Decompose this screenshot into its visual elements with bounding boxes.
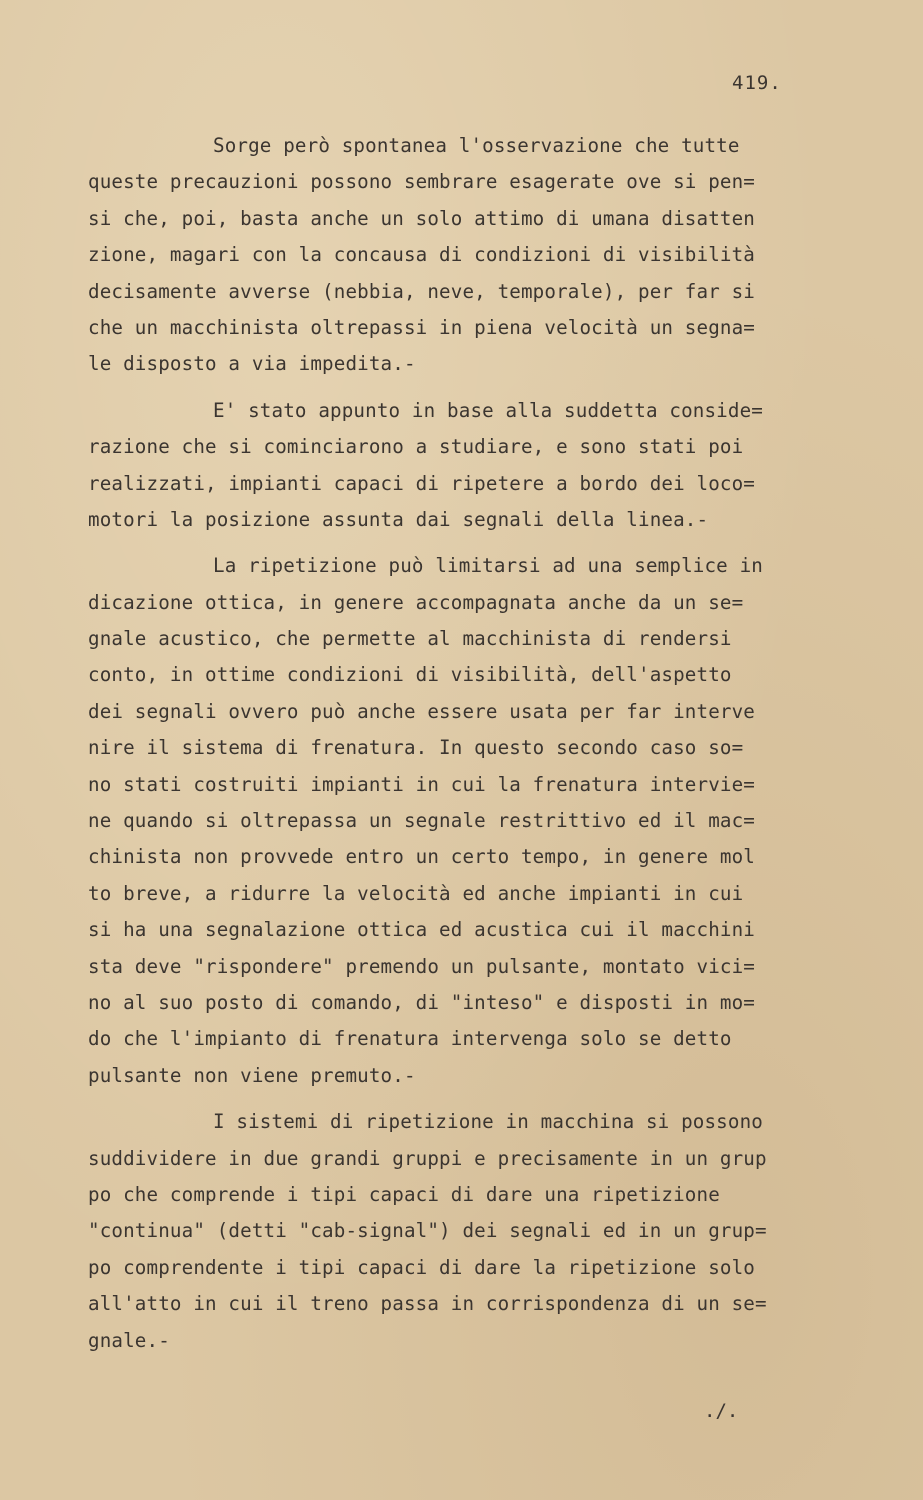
text-line: si ha una segnalazione ottica ed acustica cui il macchini <box>88 918 756 942</box>
text-line: queste precauzioni possono sembrare esagerate ove si pen= <box>88 170 756 194</box>
text-line: no al suo posto di comando, di "inteso" e disposti in mo= <box>88 990 756 1014</box>
text-line: le disposto a via impedita.- <box>88 352 416 376</box>
text-line: si che, poi, basta anche un solo attimo di umana disatten <box>88 206 756 230</box>
text-line: chinista non provvede entro un certo tempo, in genere mol <box>88 845 756 869</box>
text-line: razione che si cominciarono a studiare, e sono stati poi <box>88 435 744 459</box>
text-line: pulsante non viene premuto.- <box>88 1063 416 1087</box>
text-line: gnale acustico, che permette al macchinista di rendersi <box>88 627 732 651</box>
text-line: La ripetizione può limitarsi ad una semplice in <box>213 554 763 578</box>
text-line: nire il sistema di frenatura. In questo secondo caso so= <box>88 736 744 760</box>
text-line: Sorge però spontanea l'osservazione che tutte <box>213 134 740 157</box>
text-line: gnale.- <box>88 1328 170 1352</box>
text-line: do che l'impianto di frenatura intervenga solo se detto <box>88 1027 732 1051</box>
continuation-mark: ./. <box>704 1400 739 1422</box>
paragraph-1 <box>88 128 848 383</box>
text-line: ne quando si oltrepassa un segnale restrittivo ed il mac= <box>88 809 756 833</box>
body-text <box>88 128 848 1359</box>
page-number: 419. <box>732 72 782 94</box>
text-line: po che comprende i tipi capaci di dare una ripetizione <box>88 1182 720 1206</box>
text-line: all'atto in cui il treno passa in corrispondenza di un se= <box>88 1292 767 1316</box>
text-line: decisamente avverse (nebbia, neve, temporale), per far si <box>88 279 756 303</box>
text-line: dei segnali ovvero può anche essere usata per far interve <box>88 699 756 723</box>
paragraph-4 <box>88 1104 848 1359</box>
paragraph-3 <box>88 548 848 1094</box>
text-line: suddividere in due grandi gruppi e precisamente in un grup <box>88 1146 767 1170</box>
text-line: motori la posizione assunta dai segnali della linea.- <box>88 507 709 531</box>
text-line: realizzati, impianti capaci di ripetere a bordo dei loco= <box>88 471 756 495</box>
text-line: to breve, a ridurre la velocità ed anche impianti in cui <box>88 881 744 905</box>
text-line: dicazione ottica, in genere accompagnata anche da un se= <box>88 590 744 614</box>
paragraph-2 <box>88 393 848 539</box>
text-line: no stati costruiti impianti in cui la frenatura intervie= <box>88 772 756 796</box>
text-line: che un macchinista oltrepassi in piena velocità un segna= <box>88 315 756 339</box>
text-line: I sistemi di ripetizione in macchina si possono <box>213 1110 763 1134</box>
text-line: "continua" (detti "cab-signal") dei segnali ed in un grup= <box>88 1219 767 1243</box>
text-line: zione, magari con la concausa di condizioni di visibilità <box>88 243 756 267</box>
text-line: sta deve "rispondere" premendo un pulsante, montato vici= <box>88 954 756 978</box>
text-line: po comprendente i tipi capaci di dare la ripetizione solo <box>88 1255 756 1279</box>
text-line: conto, in ottime condizioni di visibilità, dell'aspetto <box>88 663 732 687</box>
text-line: E' stato appunto in base alla suddetta conside= <box>213 398 763 422</box>
